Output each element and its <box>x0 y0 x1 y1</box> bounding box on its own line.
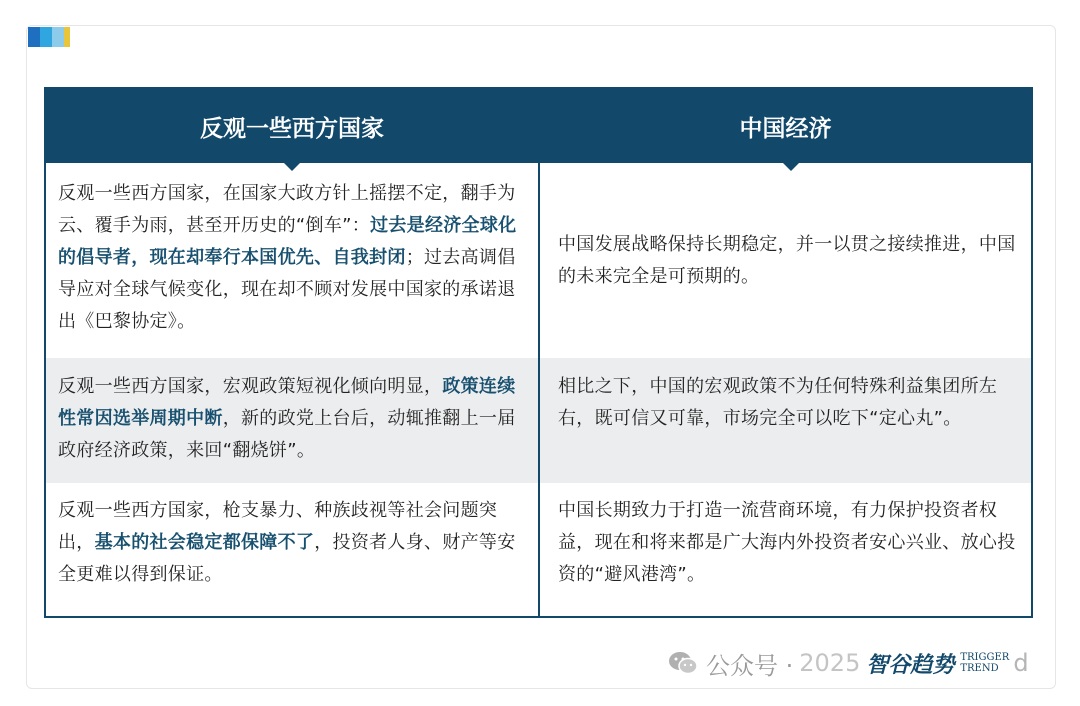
wechat-icon <box>668 650 698 676</box>
logo-line: TREND <box>960 663 999 674</box>
brand-logo <box>960 652 1009 674</box>
header-china: 中国经济 <box>540 89 1031 163</box>
logo-line: TRIGGER <box>960 652 1010 663</box>
cell-text: ，投资者人身、财产等安全更难以得到保证。 <box>58 532 516 585</box>
cell-china: 中国发展战略保持长期稳定，并一以贯之接续推进，中国的未来完全是可预期的。 <box>558 234 1016 287</box>
watermark-trail: d <box>1013 649 1029 677</box>
column-divider <box>538 89 540 616</box>
cell-west <box>58 371 530 467</box>
cell-china: 相比之下，中国的宏观政策不为任何特殊利益集团所左右，既可信又可靠，市场完全可以吃下“定心丸”。 <box>558 376 998 429</box>
cell-highlight: 基本的社会稳定都保障不了 <box>94 532 315 553</box>
watermark-year: 2025 <box>799 649 861 677</box>
cell-west <box>58 178 530 338</box>
cell-text: ，新的政党上台后，动辄推翻上一届政府经济政策，来回“翻烧饼”。 <box>58 408 516 461</box>
header-west: 反观一些西方国家 <box>46 89 538 163</box>
cell-text: 反观一些西方国家，枪支暴力、种族歧视等社会问题突出， <box>58 500 498 553</box>
cell-text: ；过去高调倡导应对全球气候变化，现在却不顾对发展中国家的承诺退出《巴黎协定》。 <box>58 247 516 332</box>
cell-highlight: 过去是经济全球化的倡导者，现在却奉行本国优先、自我封闭 <box>58 215 517 268</box>
watermark-brand: 智谷趋势 <box>866 652 955 678</box>
cell-text: 反观一些西方国家，在国家大政方针上摇摆不定，翻手为云、覆手为雨，甚至开历史的“倒车”： <box>58 183 516 236</box>
cell-west <box>58 495 530 591</box>
comparison-table <box>44 87 1033 618</box>
watermark <box>668 643 1029 683</box>
cell-china: 中国长期致力于打造一流营商环境，有力保护投资者权益，现在和将来都是广大海内外投资者安心兴业、放心投资的“避风港湾”。 <box>558 500 1016 585</box>
cell-text: 反观一些西方国家，宏观政策短视化倾向明显， <box>58 376 443 397</box>
cell-highlight: 政策连续性常因选举周期中断 <box>58 376 516 429</box>
watermark-label: 公众号 · <box>706 651 794 680</box>
accent-bar <box>28 27 70 47</box>
